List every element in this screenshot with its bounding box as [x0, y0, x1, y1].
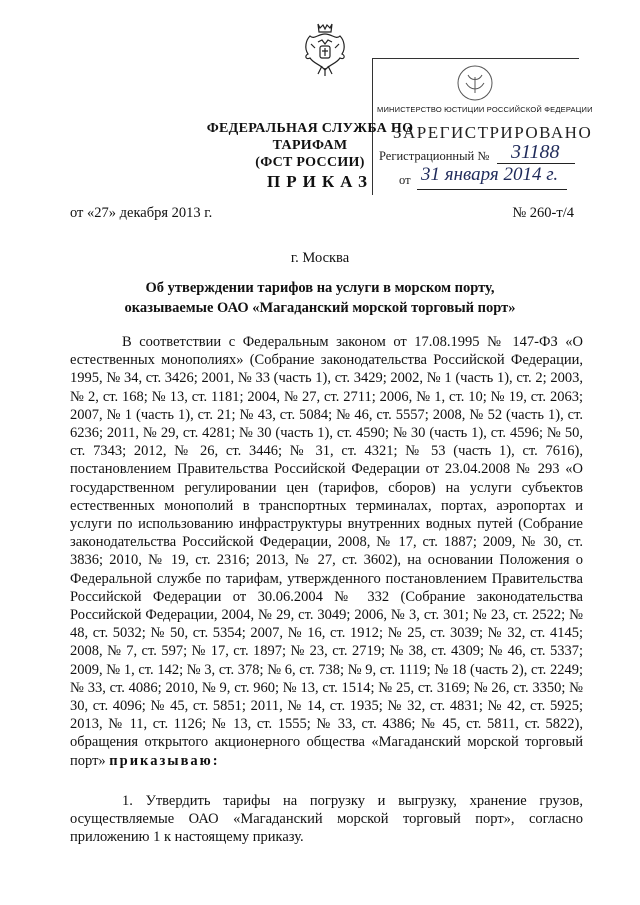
agency-header [190, 120, 430, 171]
document-city: г. Москва [290, 250, 350, 266]
stamp-registered-text: ЗАРЕГИСТРИРОВАНО [393, 123, 593, 142]
document-title-line-2: оказываемые ОАО «Магаданский морской торговый порт» [124, 300, 516, 316]
document-number: № 260-т/4 [512, 205, 574, 221]
clause-1: 1. Утвердить тарифы на погрузку и выгрузку, хранение грузов, осуществляемые ОАО «Магаданский морской торговый порт», согласно приложению 1 к настоящему приказу. [70, 793, 583, 846]
stamp-emblem-icon [455, 63, 495, 103]
stamp-ministry-text: МИНИСТЕРСТВО ЮСТИЦИИ РОССИЙСКОЙ ФЕДЕРАЦИИ [377, 105, 593, 114]
agency-name: ФЕДЕРАЛЬНАЯ СЛУЖБА ПО ТАРИФАМ [206, 121, 414, 153]
agency-abbreviation: (ФСТ РОССИИ) [255, 155, 365, 170]
stamp-reg-number-label: Регистрационный № [379, 149, 490, 163]
order-word: приказываю: [109, 752, 220, 769]
coat-of-arms-emblem-icon [300, 20, 350, 78]
document-title [60, 278, 580, 318]
stamp-date-prefix: от [399, 173, 411, 187]
document-title-line-1: Об утверждении тарифов на услуги в морском порту, [145, 280, 495, 296]
document-date: от «27» декабря 2013 г. [70, 205, 213, 221]
stamp-date-value: 31 января 2014 г. [421, 164, 559, 185]
document-type: ПРИКАЗ [267, 172, 373, 191]
preamble-text: В соответствии с Федеральным законом от 17.08.1995 № 147-ФЗ «О естественных монополиях» (Собрание законодательства Российской Федерации, 1995, № 34, ст. 3426; 2001, № 33 (часть 1), ст. 3429; 2002, № 1 (часть 1), ст. 2; 2003, № 2, ст. 168; № 13, ст. 1181; 2004, № 27, ст. 2711; 2006, № 1, ст. 10; № 19, ст. 2063; 2007, № 1 (часть 1), ст. 21; № 43, ст. 5084; № 46, ст. 5557; 2008, № 52 (часть 1), ст. 6236; 2011, № 29, ст. 4281; № 30 (часть 1), ст. 4590; № 30 (часть 1), ст. 4596; № 50, ст. 7343; 2012, № 26, ст. 3446; № 31, ст. 4321; № 53 (часть 1), ст. 7616), постановлением Правительства Российской Федерации от 23.04.2008 № 293 «О государственном регулировании цен (тарифов, сборов) на услуги субъектов естественных монополий в транспортных терминалах, портах, аэропортах и услуги по использованию инфраструктуры внутренних водных путей (Собрание законодательства Российской Федерации, 2008, № 17, ст. 1887; 2009, № 30, ст. 3836; 2010, № 19, ст. 2316; 2013, № 27, ст. 3602), на основании Положения о Федеральной службе по тарифам, утвержденного постановлением Правительства Российской Федерации от 30.06.2004 № 332 (Собрание законодательства Российской Федерации, 2004, № 29, ст. 3049; 2006, № 3, ст. 301; № 23, ст. 2522; № 48, ст. 5032; № 50, ст. 5354; 2007, № 16, ст. 1912; № 25, ст. 3039; № 32, ст. 4145; 2008, № 7, ст. 597; № 17, ст. 1897; № 23, ст. 2719; № 38, ст. 4309; № 46, ст. 5337; 2009, № 1, ст. 142; № 3, ст. 378; № 6, ст. 738; № 9, ст. 1119; № 18 (часть 2), ст. 2249; № 33, ст. 4086; 2010, № 9, ст. 960; № 13, ст. 1514; № 25, ст. 3169; № 26, ст. 3350; № 30, ст. 4096; № 45, ст. 5851; 2011, № 14, ст. 1935; № 32, ст. 4831; № 42, ст. 5925; 2013, № 11, ст. 1126; № 13, ст. 1555; № 33, ст. 4386; № 45, ст. 5811, ст. 5822), обращения открытого акционерного общества «Магаданский морской торговый порт» [70, 334, 583, 769]
stamp-reg-number-value: 31188 [511, 141, 560, 163]
preamble-paragraph [70, 333, 583, 770]
